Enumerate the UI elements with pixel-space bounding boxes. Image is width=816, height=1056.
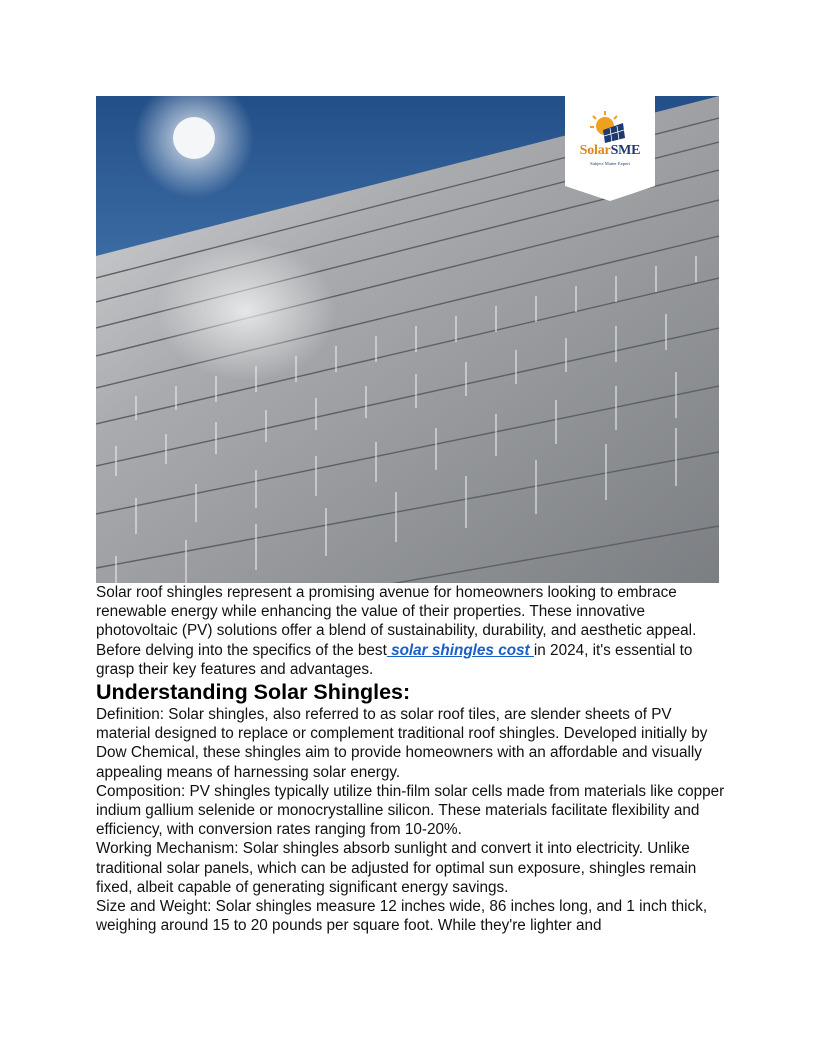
solar-shingles-cost-link[interactable]: solar shingles cost [386,641,534,659]
article-body [96,583,726,935]
logo-brand-part2: SME [610,143,641,158]
definition-paragraph: Definition: Solar shingles, also referred to as solar roof tiles, are slender sheets of PV material designed to replace or complement traditional roof shingles. Developed initially by Dow Chemical, these shingles aim to provide homeowners with an affordable and visually appealing means of harnessing solar energy. [96,706,708,781]
composition-paragraph: Composition: PV shingles typically utilize thin-film solar cells made from materials like copper indium gallium selenide or monocrystalline silicon. These materials facilitate flexibility and efficiency, with conversion rates ranging from 10-20%. [96,782,725,839]
intro-text-before: Solar roof shingles represent a promising avenue for homeowners looking to embrace renewable energy while enhancing the value of their properties. These innovative photovoltaic (PV) solutions offer a blend of sustainability, durability, and aesthetic appeal. Before delving into the specifics of the best [96,584,697,659]
section-heading: Understanding Solar Shingles: [96,680,411,705]
logo-brand-name [565,143,655,159]
hero-image [96,96,719,583]
intro-paragraph [96,583,726,679]
intro-text-after: in 2024, it's essential to grasp their key features and advantages. [96,641,693,678]
logo-brand-part1: Solar [579,143,611,158]
working-mechanism-paragraph: Working Mechanism: Solar shingles absorb sunlight and convert it into electricity. Unlike traditional solar panels, which can be adjusted for optimal sun exposure, shingles remain fixed, albeit capable of generating significant energy savings. [96,840,697,896]
size-weight-paragraph: Size and Weight: Solar shingles measure 12 inches wide, 86 inches long, and 1 inch thick, weighing around 15 to 20 pounds per square foot. While they're lighter and [96,898,708,935]
solarsme-logo-badge [565,96,655,201]
logo-tagline: Subject Matter Expert [590,161,630,166]
